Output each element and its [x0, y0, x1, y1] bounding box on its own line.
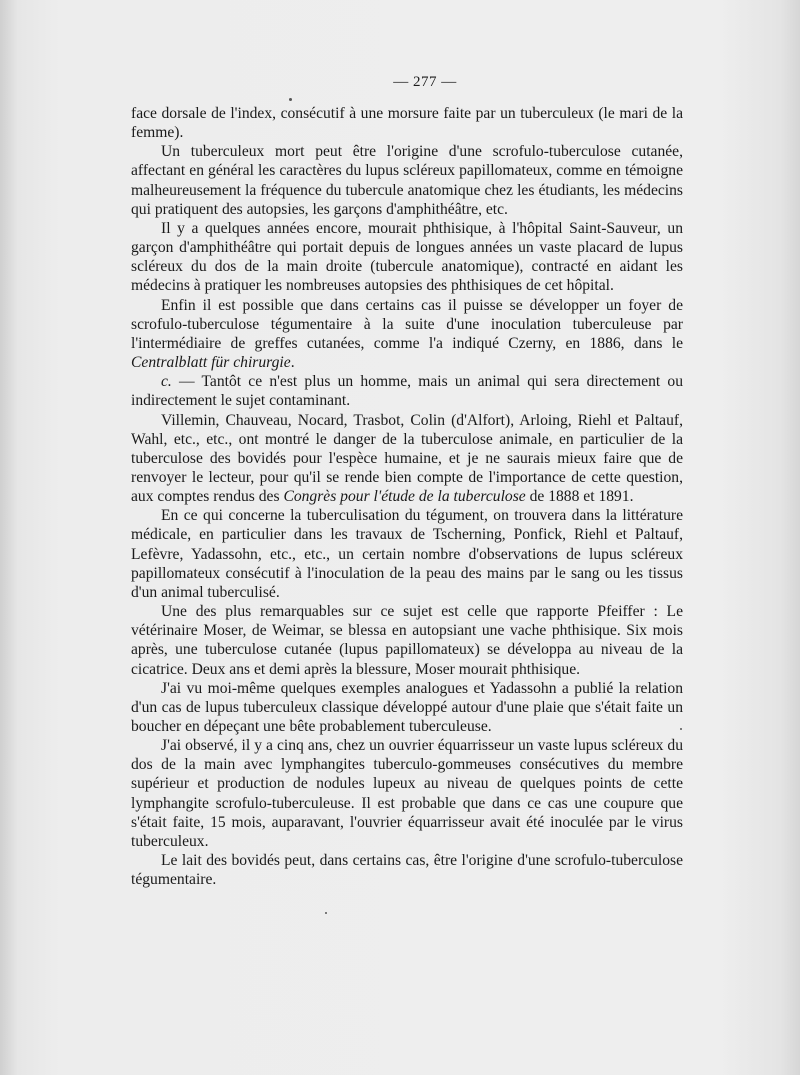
- text-run: J'ai observé, il y a cinq ans, chez un ouvrier équarrisseur un vaste lupus scléreux du dos de la main avec lymphangites tuberculo-gommeuses consécutives du membre supérieur et production de nodules lupeux au niveau de quelques points de cette lymphangite scrofulo-tuberculeuse. Il est probable que dans ce cas une coupure que s'était faite, 15 mois, auparavant, l'ouvrier équarrisseur avait été inoculée par le virus tuberculeux.: [131, 737, 683, 850]
- text-run: Une des plus remarquables sur ce sujet est celle que rapporte Pfeiffer : Le vétérinaire Moser, de Weimar, se blessa en autopsiant une vache phthisique. Six mois après, une tuberculose cutanée (lupus papillomateux) se développa au niveau de la cicatrice. Deux ans et demi après la blessure, Moser mourait phthisique.: [131, 603, 683, 678]
- scan-speck: [325, 912, 327, 914]
- paragraph: [131, 679, 683, 736]
- text-run: face dorsale de l'index, consécutif à une morsure faite par un tuberculeux (le mari de la femme).: [131, 105, 683, 142]
- text-run: — Tantôt ce n'est plus un homme, mais un animal qui sera directement ou indirectement le sujet contaminant.: [131, 373, 683, 410]
- paragraph: [131, 602, 683, 679]
- body-text: [131, 104, 683, 889]
- paragraph: [131, 296, 683, 373]
- text-run: En ce qui concerne la tuberculisation du tégument, on trouvera dans la littérature médicale, en particulier dans les travaux de Tscherning, Ponfick, Riehl et Paltauf, Lefèvre, Yadassohn, etc., etc., un certain nombre d'observations de lupus scléreux papillomateux consécutif à l'inoculation de la peau des mains par le sang ou les tissus d'un animal tuberculisé.: [131, 507, 683, 601]
- text-run: Villemin, Chauveau, Nocard, Trasbot, Colin (d'Alfort), Arloing, Riehl et Paltauf, Wahl, etc., etc., ont montré le danger de la tuberculose animale, en particulier de la tuberculose des bovidés pour l'espèce humaine, et je ne saurais mieux faire que de renvoyer le lecteur, pour qu'il se rende bien compte de l'importance de cette question, aux comptes rendus des: [131, 411, 683, 506]
- paragraph: [131, 736, 683, 851]
- text-run: Un tuberculeux mort peut être l'origine d'une scrofulo-tuberculose cutanée, affectant en général les caractères du lupus scléreux papillomateux, comme en témoigne malheureusement la fréquence du tubercule anatomique chez les étudiants, les médecins qui pratiquent des autopsies, les garçons d'amphithéâtre, etc.: [131, 143, 683, 218]
- paragraph: [131, 411, 683, 507]
- paragraph: [131, 219, 683, 296]
- scan-speck: [289, 98, 292, 101]
- text-run: Le lait des bovidés peut, dans certains cas, être l'origine d'une scrofulo-tuberculose tégumentaire.: [131, 852, 683, 889]
- paragraph: [131, 506, 683, 602]
- text-run: Il y a quelques années encore, mourait phthisique, à l'hôpital Saint-Sauveur, un garçon d'amphithéâtre qui portait depuis de longues années un vaste placard de lupus scléreux du dos de la main droite (tubercule anatomique), contracté en aidant les médecins à pratiquer les nombreuses autopsies des phthisiques de cet hôpital.: [131, 219, 683, 295]
- paragraph: [131, 104, 683, 142]
- text-run: .: [290, 354, 295, 372]
- paragraph: [131, 372, 683, 410]
- italic-text: Centralblatt für chirurgie: [131, 354, 291, 372]
- text-run: de 1888 et 1891.: [525, 488, 634, 506]
- text-run: J'ai vu moi-même quelques exemples analogues et Yadassohn a publié la relation d'un cas de lupus tuberculeux classique développé autour d'une plaie que s'était faite un boucher en dépeçant une bête probablement tuberculeuse.: [131, 679, 683, 735]
- paragraph: [131, 851, 683, 889]
- paragraph: [131, 142, 683, 219]
- text-run: Enfin il est possible que dans certains cas il puisse se développer un foyer de scrofulo-tuberculose tégumentaire à la suite d'une inoculation tuberculeuse par l'intermédiaire de greffes cutanées, comme l'a indiqué Czerny, en 1886, dans le: [131, 296, 683, 352]
- italic-text: c.: [161, 373, 172, 391]
- page-number: — 277 —: [393, 74, 457, 90]
- italic-text: Congrès pour l'étude de la tuberculose: [283, 488, 526, 506]
